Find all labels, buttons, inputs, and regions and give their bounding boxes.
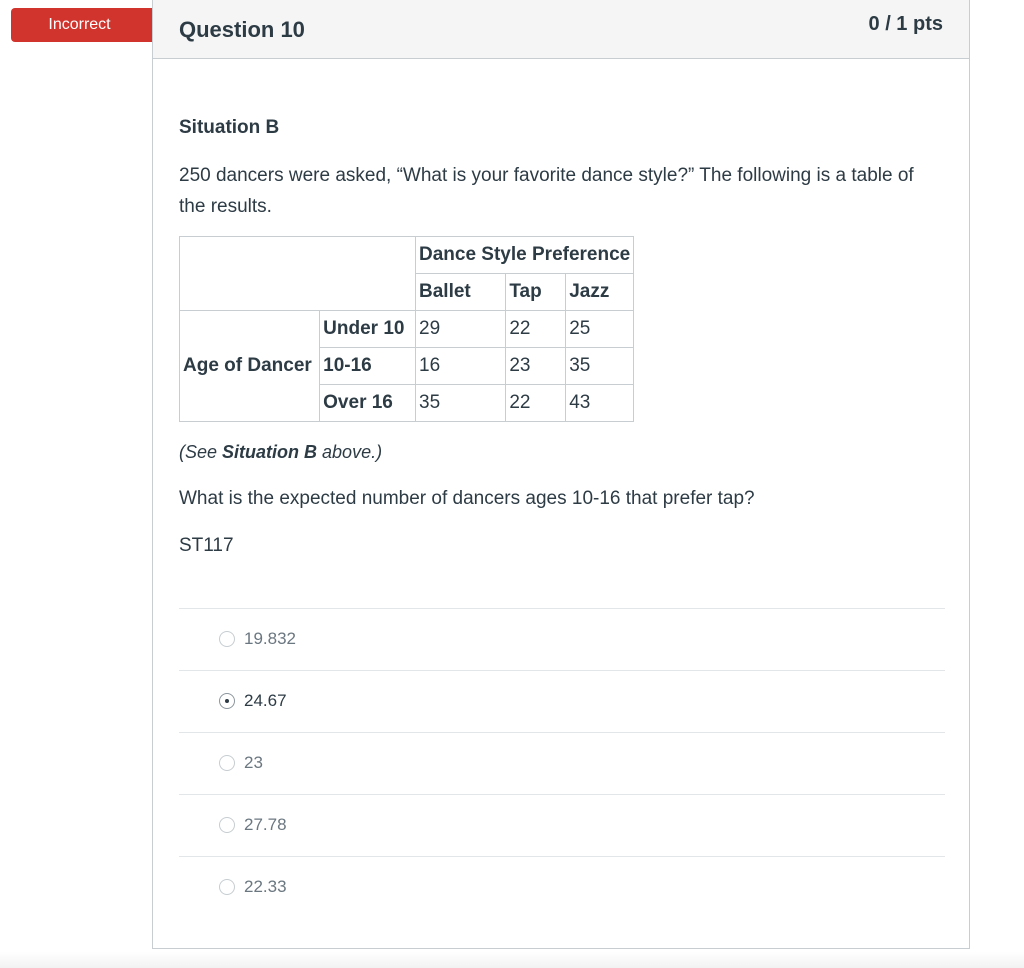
table-cell: 25 — [566, 311, 634, 348]
table-cell: 35 — [416, 385, 506, 422]
intro-text: 250 dancers were asked, “What is your favorite dance style?” The following is a table of the results. — [179, 165, 914, 217]
answer-label: 27.78 — [244, 815, 287, 834]
dance-style-header: Dance Style Preference — [416, 237, 634, 274]
radio-button[interactable] — [219, 817, 235, 833]
see-situation-note — [179, 442, 382, 463]
answer-option[interactable] — [179, 608, 945, 670]
answer-label: 22.33 — [244, 877, 287, 896]
see-note-situation: Situation B — [222, 442, 318, 462]
table-row — [180, 311, 634, 348]
answer-option-selected[interactable] — [179, 670, 945, 732]
table-cell: 16 — [416, 348, 506, 385]
question-card — [152, 0, 970, 949]
answer-label: 19.832 — [244, 629, 296, 648]
row-label: Over 16 — [320, 385, 416, 422]
radio-button-checked[interactable] — [219, 693, 235, 709]
row-label: Under 10 — [320, 311, 416, 348]
page-bottom-edge — [0, 952, 1024, 968]
see-note-prefix: (See — [179, 442, 223, 462]
column-header-jazz: Jazz — [566, 274, 634, 311]
question-code: ST117 — [179, 535, 234, 556]
incorrect-badge-label: Incorrect — [48, 16, 111, 33]
answer-option[interactable] — [179, 856, 945, 918]
table-cell: 23 — [506, 348, 566, 385]
table-cell: 43 — [566, 385, 634, 422]
table-header-row — [180, 237, 634, 274]
age-of-dancer-label: Age of Dancer — [180, 311, 320, 422]
column-header-ballet: Ballet — [416, 274, 506, 311]
table-empty-corner — [180, 237, 416, 311]
table-cell: 29 — [416, 311, 506, 348]
situation-title: Situation B — [179, 117, 280, 138]
answer-option[interactable] — [179, 732, 945, 794]
column-header-tap: Tap — [506, 274, 566, 311]
row-label: 10-16 — [320, 348, 416, 385]
table-cell: 35 — [566, 348, 634, 385]
question-header — [153, 0, 969, 59]
answer-label: 24.67 — [244, 691, 287, 710]
table-cell: 22 — [506, 311, 566, 348]
table-cell: 22 — [506, 385, 566, 422]
radio-button[interactable] — [219, 755, 235, 771]
question-prompt: What is the expected number of dancers ages 10-16 that prefer tap? — [179, 488, 755, 509]
answer-option[interactable] — [179, 794, 945, 856]
question-points: 0 / 1 pts — [868, 13, 943, 35]
see-note-suffix: above.) — [317, 442, 383, 462]
results-table — [179, 236, 634, 422]
answer-list — [179, 608, 945, 918]
radio-button[interactable] — [219, 631, 235, 647]
radio-button[interactable] — [219, 879, 235, 895]
answer-label: 23 — [244, 753, 263, 772]
question-title: Question 10 — [179, 17, 305, 42]
incorrect-badge — [11, 8, 160, 42]
